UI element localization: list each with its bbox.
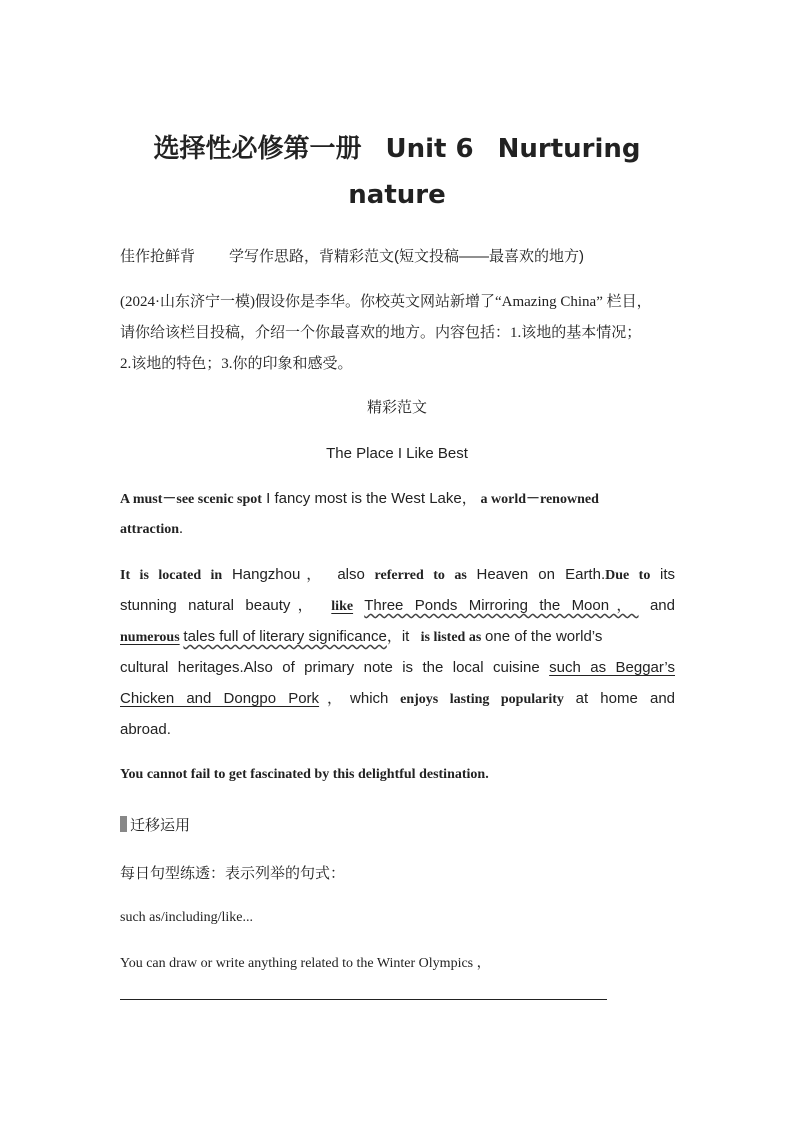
phrase-must-see: A must－see scenic spot xyxy=(120,492,262,507)
phrase-such-as: such as Beggar’s xyxy=(549,659,675,676)
prompt-line-3: 2.该地的特色；3.你的印象和感受。 xyxy=(120,356,353,372)
paragraph-2-line-3: numerous tales full of literary significance，it is listed as one of the world’s xyxy=(120,628,603,645)
exercise-sentence: You can draw or write anything related to the Winter Olympics ， xyxy=(120,956,491,971)
answer-blank-line[interactable] xyxy=(120,999,607,1000)
paragraph-2-line-5: Chicken and Dongpo Pork，which enjoys lasting popularity at home and xyxy=(120,690,676,707)
section-header xyxy=(120,241,675,272)
paragraph-2-line-1: It is located in Hangzhou， also referred to as Heaven on Earth.Due to its xyxy=(120,566,676,583)
paragraph-2-line-2: stunning natural beauty， like Three Ponds Mirroring the Moon， and xyxy=(120,597,675,614)
prompt-line-2: 请你给该栏目投稿，介绍一个你最喜欢的地方。内容包括：1.该地的基本情况； xyxy=(120,325,642,341)
paragraph-1-line-1: A must－see scenic spot I fancy most is the West Lake， a world－renowned xyxy=(120,490,599,507)
page-title xyxy=(0,128,794,165)
section-marker-icon xyxy=(120,816,127,832)
phrase-referred-to-as: referred to as xyxy=(374,568,467,583)
phrase-due-to: Due to xyxy=(605,568,651,583)
phrase-dishes: Chicken and Dongpo Pork xyxy=(120,690,320,707)
essay-title: The Place I Like Best xyxy=(326,445,468,462)
phrase-like: like xyxy=(331,599,354,614)
transfer-section xyxy=(120,810,675,841)
page-title-line2: nature xyxy=(348,180,446,210)
paragraph-2-line-4: cultural heritages.Also of primary note is the local cuisine such as Beggar’s xyxy=(120,659,675,676)
phrase-numerous: numerous xyxy=(120,630,180,645)
phrase-tales: tales full of literary significance xyxy=(183,628,387,645)
transfer-label: 迁移运用 xyxy=(130,817,191,834)
paragraph-1-line-2: attraction. xyxy=(120,521,183,537)
pattern-text: such as/including/like... xyxy=(120,910,253,925)
section-description: 学写作思路，背精彩范文(短文投稿——最喜欢的地方) xyxy=(229,248,585,265)
prompt-line-1: (2024·山东济宁一模)假设你是李华。你校英文网站新增了“Amazing China” 栏目， xyxy=(120,294,652,310)
phrase-enjoys-popularity: enjoys lasting popularity xyxy=(400,692,564,707)
title-topic: Nurturing xyxy=(497,134,641,164)
model-essay-heading: 精彩范文 xyxy=(366,400,427,416)
title-unit: Unit 6 xyxy=(385,134,474,164)
daily-pattern-label: 每日句型练透：表示列举的句式： xyxy=(120,865,346,882)
phrase-three-ponds: Three Ponds Mirroring the Moon， xyxy=(364,597,639,614)
phrase-located-in: It is located in xyxy=(120,568,223,583)
title-chinese: 选择性必修第一册 xyxy=(153,134,362,164)
section-label: 佳作抢鲜背 xyxy=(120,248,196,265)
paragraph-2-line-6: abroad. xyxy=(120,721,171,738)
paragraph-3: You cannot fail to get fascinated by this delightful destination. xyxy=(120,767,489,782)
phrase-world-renowned: a world－renowned xyxy=(480,492,599,507)
phrase-is-listed-as: is listed as xyxy=(420,630,482,645)
